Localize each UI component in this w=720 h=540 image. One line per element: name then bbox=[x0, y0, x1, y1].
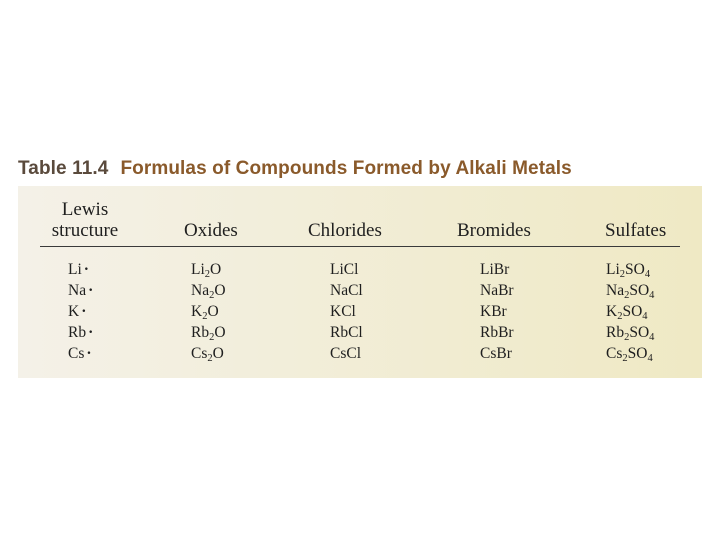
formula-part: O bbox=[214, 282, 226, 299]
lewis-cell bbox=[68, 343, 92, 364]
lewis-cell bbox=[68, 322, 93, 343]
table-title: Formulas of Compounds Formed by Alkali Metals bbox=[120, 158, 572, 179]
formula-part: Rb bbox=[191, 324, 210, 341]
formula-subscript: 4 bbox=[642, 311, 648, 322]
formula-part: SO bbox=[629, 282, 650, 299]
sulfate-cell bbox=[606, 301, 648, 322]
chloride-cell: CsCl bbox=[330, 345, 362, 362]
valence-electron-dot: · bbox=[81, 303, 87, 320]
header-sulfates: Sulfates bbox=[605, 220, 667, 241]
formula-part: SO bbox=[629, 324, 650, 341]
formula-subscript: 2 bbox=[624, 332, 630, 343]
header-divider bbox=[40, 246, 680, 247]
table-caption bbox=[18, 158, 572, 180]
chloride-cell: LiCl bbox=[330, 261, 359, 278]
lewis-cell bbox=[68, 259, 89, 280]
oxide-cell bbox=[191, 301, 219, 322]
formula-part: Li bbox=[191, 261, 205, 278]
table-panel bbox=[18, 186, 702, 378]
table-number: Table 11.4 bbox=[18, 158, 109, 179]
header-chlorides: Chlorides bbox=[308, 220, 382, 241]
formula-subscript: 2 bbox=[202, 311, 208, 322]
element-symbol: Cs bbox=[68, 345, 85, 362]
sulfate-cell bbox=[606, 343, 653, 364]
formula-subscript: 2 bbox=[204, 269, 211, 280]
chloride-cell: NaCl bbox=[330, 282, 363, 299]
formula-part: Cs bbox=[191, 345, 208, 362]
header-lewis-line1: Lewis bbox=[61, 199, 109, 220]
formula-part: O bbox=[214, 324, 226, 341]
valence-electron-dot: · bbox=[83, 261, 89, 278]
formula-part: Rb bbox=[606, 324, 625, 341]
valence-electron-dot: · bbox=[88, 282, 94, 299]
oxide-cell bbox=[191, 322, 226, 343]
formula-subscript: 2 bbox=[619, 269, 626, 280]
element-symbol: Rb bbox=[68, 324, 87, 341]
formula-subscript: 2 bbox=[622, 353, 628, 364]
chloride-cell: KCl bbox=[330, 303, 356, 320]
formula-part: Li bbox=[606, 261, 620, 278]
formula-part: Na bbox=[191, 282, 210, 299]
chloride-cell: RbCl bbox=[330, 324, 363, 341]
valence-electron-dot: · bbox=[88, 324, 94, 341]
formula-subscript: 4 bbox=[647, 353, 653, 364]
header-lewis-line2: structure bbox=[51, 220, 119, 241]
bromide-cell: RbBr bbox=[480, 324, 514, 341]
sulfate-cell bbox=[606, 259, 650, 280]
header-lewis-structure bbox=[40, 199, 130, 241]
formula-subscript: 4 bbox=[649, 290, 655, 301]
header-oxides: Oxides bbox=[184, 220, 238, 241]
formula-part: SO bbox=[627, 345, 648, 362]
formula-subscript: 4 bbox=[644, 269, 651, 280]
formula-subscript: 2 bbox=[209, 290, 215, 301]
formula-part: O bbox=[212, 345, 224, 362]
formula-part: SO bbox=[625, 261, 645, 278]
lewis-cell bbox=[68, 301, 86, 322]
element-symbol: K bbox=[68, 303, 80, 320]
bromide-cell: LiBr bbox=[480, 261, 510, 278]
bromide-cell: CsBr bbox=[480, 345, 512, 362]
formula-part: O bbox=[207, 303, 219, 320]
formula-part: K bbox=[191, 303, 203, 320]
element-symbol: Na bbox=[68, 282, 87, 299]
formula-part: Cs bbox=[606, 345, 623, 362]
bromide-cell: NaBr bbox=[480, 282, 514, 299]
lewis-cell bbox=[68, 280, 93, 301]
oxide-cell bbox=[191, 343, 224, 364]
formula-subscript: 2 bbox=[624, 290, 630, 301]
oxide-cell bbox=[191, 280, 226, 301]
bromide-cell: KBr bbox=[480, 303, 507, 320]
formula-part: Na bbox=[606, 282, 625, 299]
oxide-cell bbox=[191, 259, 221, 280]
sulfate-cell bbox=[606, 322, 654, 343]
formula-subscript: 2 bbox=[617, 311, 623, 322]
sulfate-cell bbox=[606, 280, 654, 301]
formula-subscript: 4 bbox=[649, 332, 655, 343]
formula-part: SO bbox=[622, 303, 643, 320]
header-bromides: Bromides bbox=[457, 220, 531, 241]
formula-subscript: 2 bbox=[207, 353, 213, 364]
element-symbol: Li bbox=[68, 261, 82, 278]
formula-part: K bbox=[606, 303, 618, 320]
formula-part: O bbox=[210, 261, 222, 278]
formula-subscript: 2 bbox=[209, 332, 215, 343]
valence-electron-dot: · bbox=[86, 345, 92, 362]
